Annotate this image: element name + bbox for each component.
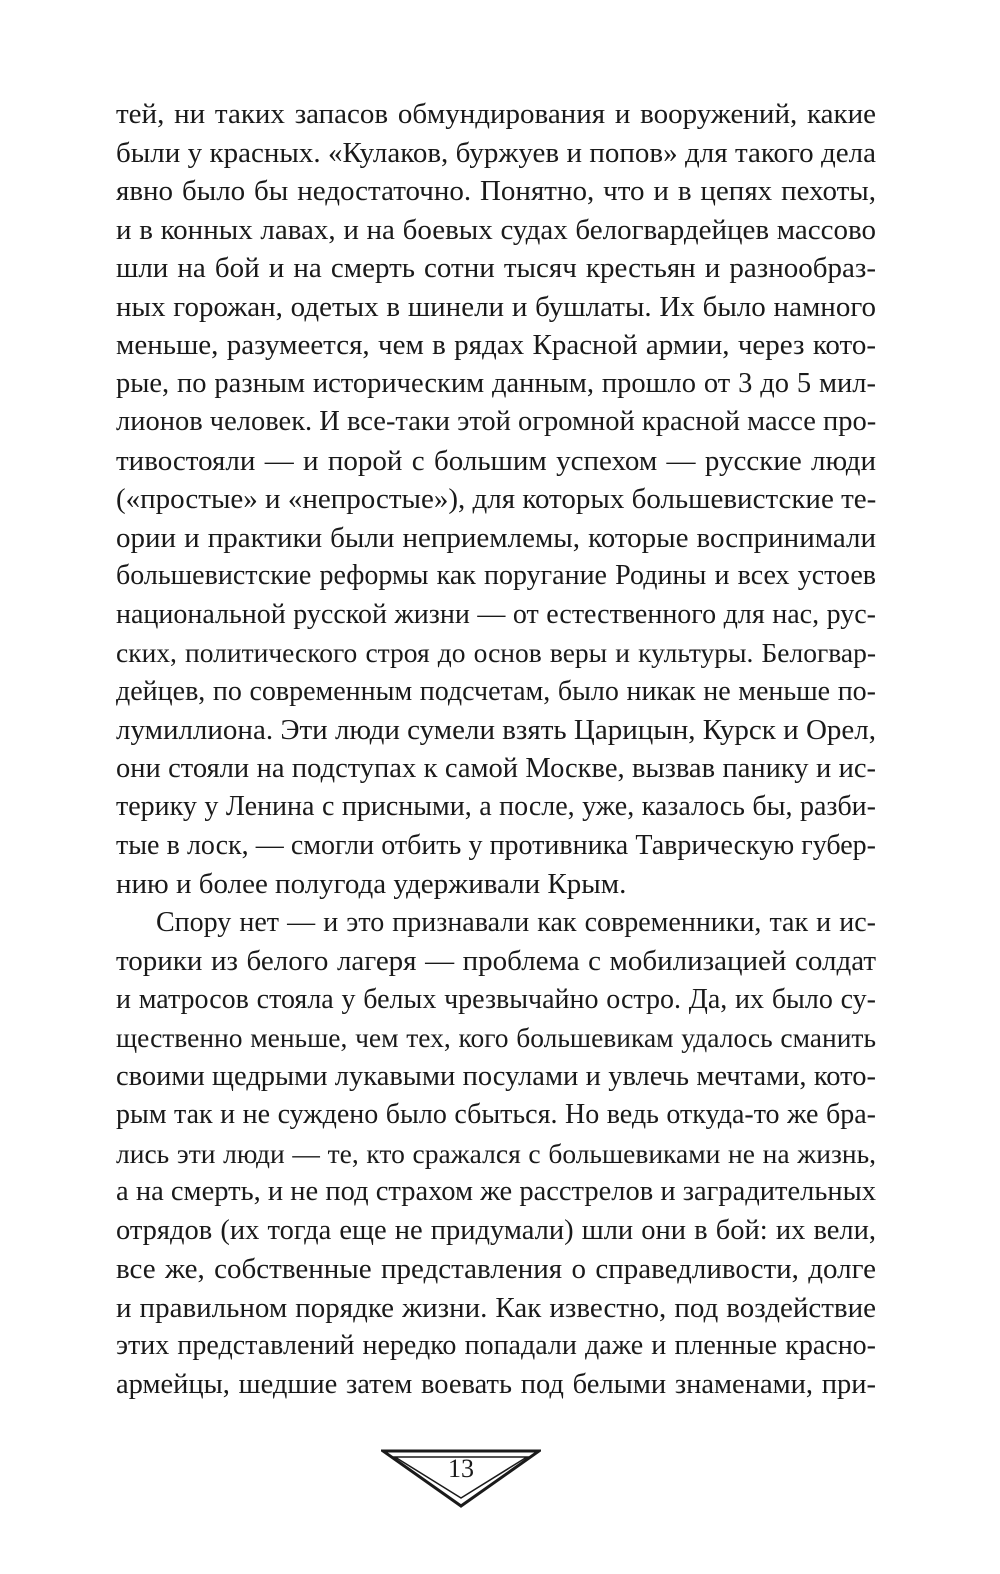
text-line: щественно меньше, чем тех, кого большевикам удалось сманить bbox=[116, 1022, 876, 1053]
text-line: явно было бы недостаточно. Понятно, что и в цепях пехоты, bbox=[116, 175, 876, 207]
paragraph-1 bbox=[116, 95, 876, 904]
text-line: а на смерть, и не под страхом же расстрелов и заградительных bbox=[116, 1176, 876, 1207]
text-line: и в конных лавах, и на боевых судах белогвардейцев массово bbox=[116, 213, 876, 246]
page-number-badge bbox=[381, 1448, 541, 1510]
text-line: дейцев, по современным подсчетам, было никак не меньше по- bbox=[116, 675, 876, 707]
text-line: рые, по разным историческим данным, прошло от 3 до 5 мил- bbox=[116, 367, 876, 399]
text-line: ских, политического строя до основ веры и культуры. Белогвар- bbox=[116, 637, 876, 668]
text-line: рым так и не суждено было сбыться. Но ведь откуда-то же бра- bbox=[116, 1099, 876, 1130]
text-line: торики из белого лагеря — проблема с мобилизацией солдат bbox=[116, 945, 876, 977]
page-body bbox=[116, 95, 876, 1404]
text-line: национальной русской жизни — от естественного для нас, рус- bbox=[116, 598, 876, 630]
text-line: и правильном порядке жизни. Как известно, под воздействие bbox=[116, 1291, 876, 1324]
text-line: ных горожан, одетых в шинели и бушлаты. Их было намного bbox=[116, 290, 876, 323]
paragraph-2 bbox=[116, 904, 876, 1405]
text-line: терику у Ленина с присными, а после, уже, казалось бы, разби- bbox=[116, 791, 876, 822]
text-line: лумиллиона. Эти люди сумели взять Царицын, Курск и Орел, bbox=[116, 714, 876, 746]
text-line: и матросов стояла у белых чрезвычайно остро. Да, их было су- bbox=[116, 983, 876, 1015]
text-line: лионов человек. И все-таки этой огромной красной массе про- bbox=[116, 406, 877, 437]
text-line: они стояли на подступах к самой Москве, вызвав панику и ис- bbox=[116, 752, 876, 784]
text-line: нию и более полугода удерживали Крым. bbox=[116, 868, 627, 900]
text-line: лись эти люди — те, кто сражался с большевиками не на жизнь, bbox=[116, 1137, 876, 1169]
text-line: своими щедрыми лукавыми посулами и увлечь мечтами, кото- bbox=[116, 1060, 876, 1092]
text-line: были у красных. «Кулаков, буржуев и попов» для такого дела bbox=[116, 136, 876, 169]
text-line: все же, собственные представления о справедливости, долге bbox=[116, 1253, 876, 1285]
text-line: тые в лоск, — смогли отбить у противника Таврическую губер- bbox=[116, 829, 876, 861]
text-line: Спору нет — и это признавали как современники, так и ис- bbox=[156, 906, 876, 938]
text-line: («простые» и «непростые»), для которых большевистские те- bbox=[116, 483, 877, 515]
text-line: армейцы, шедшие затем воевать под белыми знаменами, при- bbox=[116, 1368, 876, 1400]
text-line: отрядов (их тогда еще не придумали) шли они в бой: их вели, bbox=[116, 1214, 876, 1246]
text-line: ории и практики были неприемлемы, которые воспринимали bbox=[116, 521, 876, 554]
text-line: шли на бой и на смерть сотни тысяч крестьян и разнообраз- bbox=[116, 252, 876, 284]
page-number: 13 bbox=[448, 1454, 474, 1483]
text-line: меньше, разумеется, чем в рядах Красной армии, через кото- bbox=[116, 329, 876, 361]
text-line: тей, ни таких запасов обмундирования и вооружений, какие bbox=[116, 98, 876, 130]
text-line: тивостояли — и порой с большим успехом — русские люди bbox=[116, 444, 876, 477]
text-line: этих представлений нередко попадали даже и пленные красно- bbox=[116, 1330, 876, 1361]
text-line: большевистские реформы как поругание Родины и всех устоев bbox=[116, 560, 876, 591]
